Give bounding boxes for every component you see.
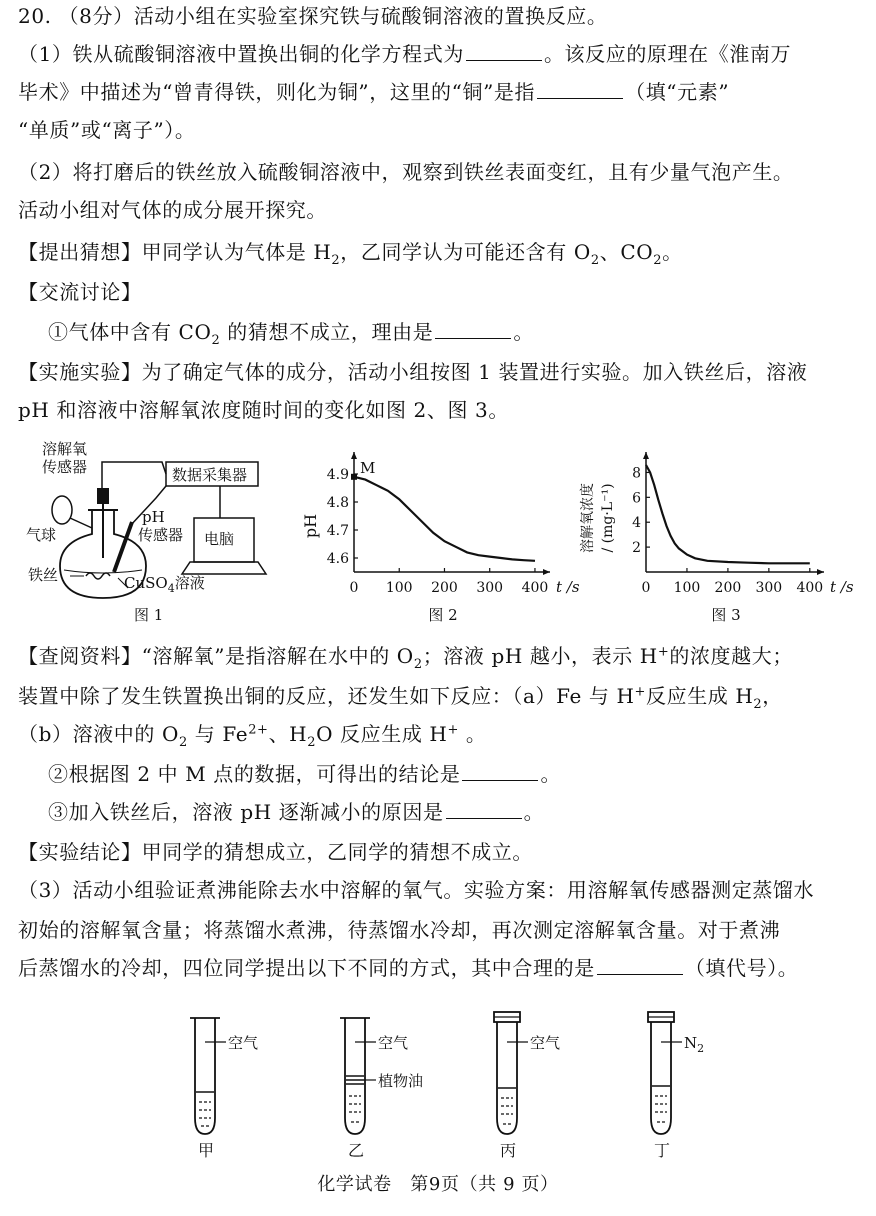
experiment-line1: 【实施实验】为了确定气体的成分，活动小组按图 1 装置进行实验。加入铁丝后，溶液 [18,360,808,384]
ph-sensor-label-1: pH [142,508,165,526]
figure-1-caption: 图 1 [134,606,164,624]
series-line [354,477,535,561]
info-line2: 装置中除了发生铁置换出铜的反应，还发生如下反应：（a）Fe 与 H+反应生成 $H_2$， [18,684,783,712]
x-tick-label: 0 [641,580,651,596]
discussion-item-2: ②根据图 2 中 M 点的数据，可得出的结论是 。 [48,762,562,786]
question-header: 20. （8分）活动小组在实验室探究铁与硫酸铜溶液的置换反应。 [18,4,608,28]
y-tick-label: 4.8 [326,495,349,511]
part3-line3: 后蒸馏水的冷却，四位同学提出以下不同的方式，其中合理的是 （填代号）。 [18,956,799,980]
o2-sensor-probe [97,488,109,504]
answer-blank-reason[interactable] [435,320,511,339]
figure-caption: 图 3 [711,606,741,624]
y-axis-label: 溶解氧浓度 [580,483,596,553]
iron-wire [86,573,110,579]
discussion-item-1: ①气体中含有 $CO_2$ 的猜想不成立，理由是 。 [48,320,534,348]
tube-yi [340,1018,423,1160]
y-tick-label: 4.7 [326,523,349,539]
part1-line2: 毕术》中描述为“曾青得铁，则化为铜”，这里的“铜”是指 （填“元素” [18,80,730,104]
part3-line2: 初始的溶解氧含量；将蒸馏水煮沸，待蒸馏水冷却，再次测定溶解氧含量。对于煮沸 [18,918,781,942]
answer-blank-ph-reason[interactable] [446,800,522,819]
x-tick-label: 100 [385,580,413,596]
x-tick-label: 400 [796,580,824,596]
balloon [52,496,72,524]
point-m-marker [351,474,357,480]
point-m-label: M [360,458,376,477]
part3-line1: （3）活动小组验证煮沸能除去水中溶解的氧气。实验方案：用溶解氧传感器测定蒸馏水 [18,878,815,902]
tube-yi-oil-label: 植物油 [378,1072,424,1090]
balloon-label: 气球 [26,526,57,544]
answer-blank-copper[interactable] [537,80,623,99]
x-tick-label: 200 [431,580,458,596]
x-axis-label: t /s [830,578,854,596]
page-footer: 化学试卷 第9页（共 9 页） [317,1174,559,1195]
answer-blank-m-point[interactable] [462,762,538,781]
answer-blank-choice[interactable] [597,956,683,975]
y-axis-arrow [351,452,357,459]
tube-yi-air-label: 空气 [378,1034,409,1052]
solution-label: CuSO$_4$溶液 [124,574,205,595]
part1-line3: “单质”或“离子”）。 [18,118,196,142]
y-tick-label: 4.9 [326,467,349,483]
x-tick-label: 200 [714,580,742,596]
y-tick-label: 2 [632,540,641,557]
answer-blank-equation[interactable] [466,42,542,61]
x-tick-label: 300 [755,580,783,596]
tube-bing [494,1012,560,1160]
x-tick-label: 400 [521,580,549,596]
info-line3: （b）溶液中的 $O_2$ 与 $Fe^{2+}$、$H_2O$ 反应生成 H+ 。 [18,722,487,750]
y-tick-label: 4 [632,515,641,532]
figure-2-ph-chart [296,438,580,628]
series-line [646,465,810,563]
figure-3-oxygen-chart [572,438,862,628]
x-tick-label: 0 [349,580,359,596]
test-tubes-figure [150,1010,710,1160]
tube-bing-air-label: 空气 [530,1034,561,1052]
part2-line1: （2）将打磨后的铁丝放入硫酸铜溶液中，观察到铁丝表面变红，且有少量气泡产生。 [18,160,794,184]
info-line1: 【查阅资料】“溶解氧”是指溶解在水中的 $O_2$；溶液 pH 越小，表示 H+的浓度越大； [18,644,793,672]
hypothesis-line: 【提出猜想】甲同学认为气体是 $H_2$，乙同学认为可能还含有 $O_2$、$CO_2$。 [18,240,683,268]
x-axis-label: t /s [556,578,580,596]
ph-sensor-label-2: 传感器 [138,526,184,544]
sensor-o2-label-1: 溶解氧 [42,440,88,458]
experiment-line2: pH 和溶液中溶解氧浓度随时间的变化如图 2、图 3。 [18,398,509,422]
discussion-item-3: ③加入铁丝后，溶液 pH 逐渐减小的原因是 。 [48,800,545,824]
data-collector-label: 数据采集器 [172,466,248,484]
y-tick-label: 8 [632,465,641,482]
tube-bing-caption: 丙 [500,1141,517,1160]
tube-ding-caption: 丁 [654,1141,671,1160]
figure-caption: 图 2 [428,606,458,624]
discussion-title: 【交流讨论】 [18,280,142,304]
conclusion-line: 【实验结论】甲同学的猜想成立，乙同学的猜想不成立。 [18,840,533,864]
iron-wire-label: 铁丝 [28,566,59,584]
y-tick-label: 4.6 [326,551,349,567]
y-axis-arrow [643,452,649,459]
x-tick-label: 100 [673,580,701,596]
figure-1-apparatus [20,438,290,628]
computer-label: 电脑 [204,530,235,548]
tube-ding [648,1012,704,1160]
y-axis-unit-label: / (mg·L⁻¹) [600,483,616,553]
part1-line1: （1）铁从硫酸铜溶液中置换出铜的化学方程式为 。该反应的原理在《淮南万 [18,42,792,66]
y-axis-label: pH [301,513,320,539]
x-axis-arrow [817,569,824,575]
tube-jia [190,1018,258,1160]
tube-jia-air-label: 空气 [228,1034,259,1052]
part2-line2: 活动小组对气体的成分展开探究。 [18,198,327,222]
tube-jia-caption: 甲 [198,1141,215,1160]
tube-yi-caption: 乙 [348,1141,365,1160]
x-tick-label: 300 [476,580,504,596]
tube-ding-n2-label: $N_2$ [684,1034,705,1055]
x-axis-arrow [543,569,550,575]
sensor-o2-label-2: 传感器 [42,458,88,476]
y-tick-label: 6 [632,490,641,507]
